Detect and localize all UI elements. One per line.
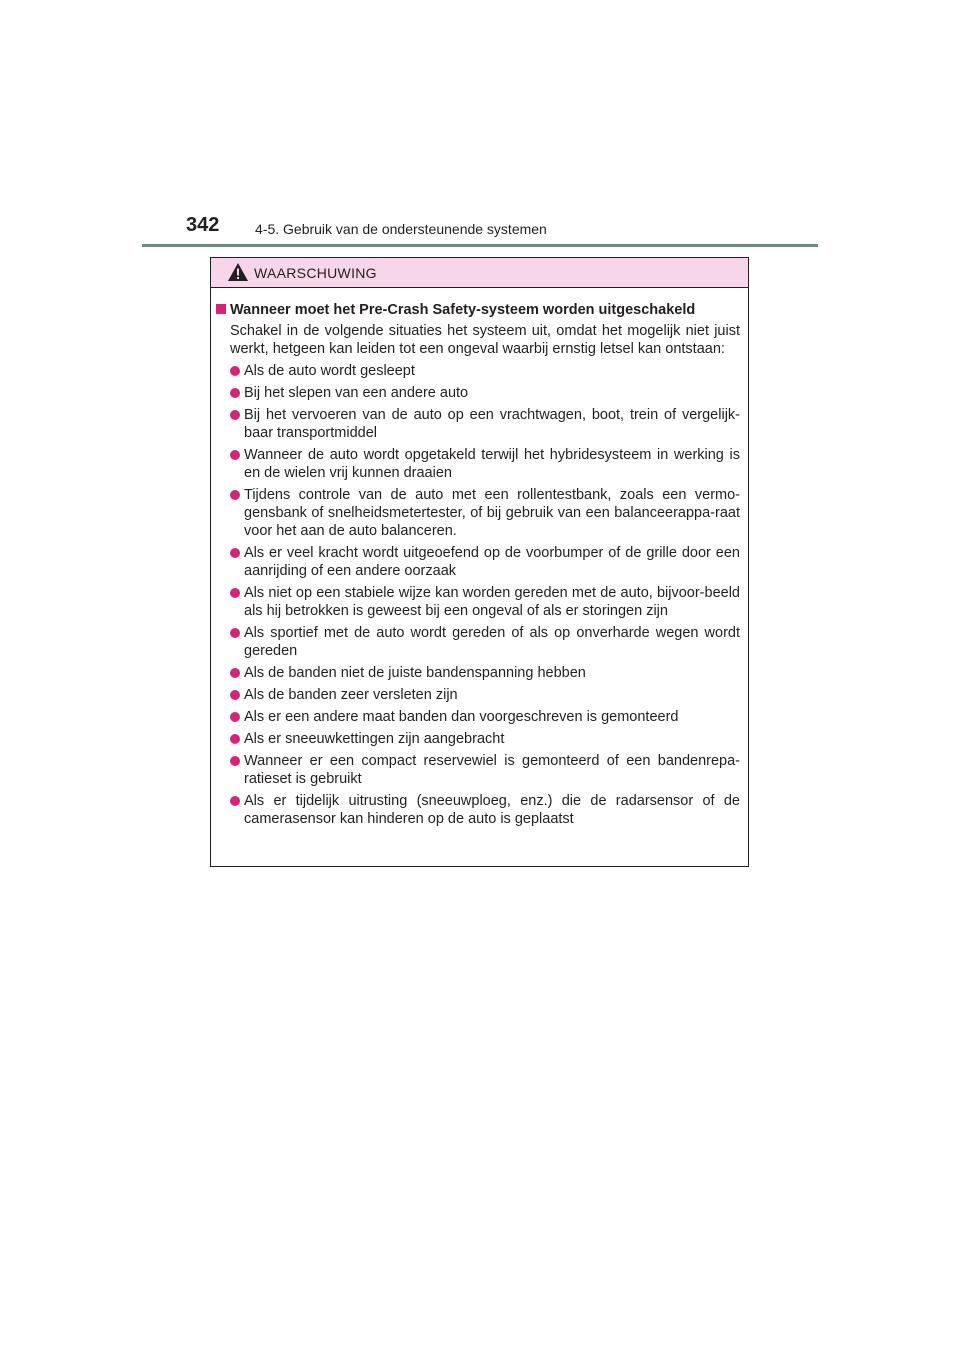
list-item bbox=[216, 730, 740, 748]
list-item bbox=[216, 708, 740, 726]
bullet-icon bbox=[230, 490, 240, 500]
list-item bbox=[216, 544, 740, 580]
warning-label: WAARSCHUWING bbox=[254, 265, 377, 281]
header-divider bbox=[142, 244, 818, 247]
bullet-icon bbox=[230, 628, 240, 638]
list-item-text: Wanneer de auto wordt opgetakeld terwijl het hybridesysteem in werking is en de wielen vrij kunnen draaien bbox=[244, 447, 740, 481]
warning-box bbox=[210, 257, 749, 867]
list-item bbox=[216, 624, 740, 660]
bullet-icon bbox=[230, 756, 240, 766]
page-number: 342 bbox=[186, 214, 220, 236]
list-item-text: Bij het vervoeren van de auto op een vrachtwagen, boot, trein of vergelijk-baar transportmiddel bbox=[244, 407, 740, 441]
list-item-text: Als de banden zeer versleten zijn bbox=[244, 687, 458, 703]
bullet-icon bbox=[230, 712, 240, 722]
square-bullet-icon bbox=[216, 304, 226, 314]
list-item-text: Wanneer er een compact reservewiel is gemonteerd of een bandenrepa-ratieset is gebruikt bbox=[244, 753, 740, 787]
bullet-icon bbox=[230, 388, 240, 398]
list-item bbox=[216, 752, 740, 788]
list-item bbox=[216, 486, 740, 540]
list-item-text: Als er sneeuwkettingen zijn aangebracht bbox=[244, 731, 505, 747]
bullet-icon bbox=[230, 410, 240, 420]
list-item bbox=[216, 584, 740, 620]
list-item-text: Tijdens controle van de auto met een rollentestbank, zoals een vermo-gensbank of snelheidsmetertester, of bij gebruik van een balanceerappa-raat voor het aan de auto balanceren. bbox=[244, 487, 740, 539]
list-item bbox=[216, 664, 740, 682]
bullet-icon bbox=[230, 796, 240, 806]
list-item bbox=[216, 362, 740, 380]
warning-heading-text: Wanneer moet het Pre-Crash Safety-systeem worden uitgeschakeld bbox=[230, 302, 696, 318]
list-item-text: Als sportief met de auto wordt gereden of als op onverharde wegen wordt gereden bbox=[244, 625, 740, 659]
section-title: 4-5. Gebruik van de ondersteunende systemen bbox=[255, 221, 547, 237]
list-item-text: Als er een andere maat banden dan voorgeschreven is gemonteerd bbox=[244, 709, 679, 725]
list-item-text: Als de auto wordt gesleept bbox=[244, 363, 415, 379]
bullet-icon bbox=[230, 450, 240, 460]
bullet-icon bbox=[230, 668, 240, 678]
list-item-text: Als er veel kracht wordt uitgeoefend op de voorbumper of de grille door een aanrijding of een andere oorzaak bbox=[244, 545, 740, 579]
warning-intro: Schakel in de volgende situaties het systeem uit, omdat het mogelijk niet juist werkt, hetgeen kan leiden tot een ongeval waarbij ernstig letsel kan ontstaan: bbox=[230, 323, 740, 357]
bullet-icon bbox=[230, 366, 240, 376]
bullet-icon bbox=[230, 690, 240, 700]
list-item-text: Als de banden niet de juiste bandenspanning hebben bbox=[244, 665, 586, 681]
bullet-icon bbox=[230, 548, 240, 558]
warning-heading bbox=[216, 300, 740, 320]
list-item bbox=[216, 384, 740, 402]
list-item-text: Bij het slepen van een andere auto bbox=[244, 385, 469, 401]
bullet-icon bbox=[230, 734, 240, 744]
list-item bbox=[216, 686, 740, 704]
list-item bbox=[216, 792, 740, 828]
page-header bbox=[142, 214, 818, 246]
warning-header bbox=[211, 258, 748, 288]
list-item-text: Als niet op een stabiele wijze kan worden gereden met de auto, bijvoor-beeld als hij betrokken is geweest bij een ongeval of als er storingen zijn bbox=[244, 585, 740, 619]
list-item-text: Als er tijdelijk uitrusting (sneeuwploeg, enz.) die de radarsensor of de camerasensor kan hinderen op de auto is geplaatst bbox=[244, 793, 740, 827]
warning-body bbox=[211, 288, 748, 828]
warning-triangle-icon bbox=[227, 262, 249, 282]
list-item bbox=[216, 446, 740, 482]
list-item bbox=[216, 406, 740, 442]
warning-list bbox=[216, 362, 740, 828]
bullet-icon bbox=[230, 588, 240, 598]
